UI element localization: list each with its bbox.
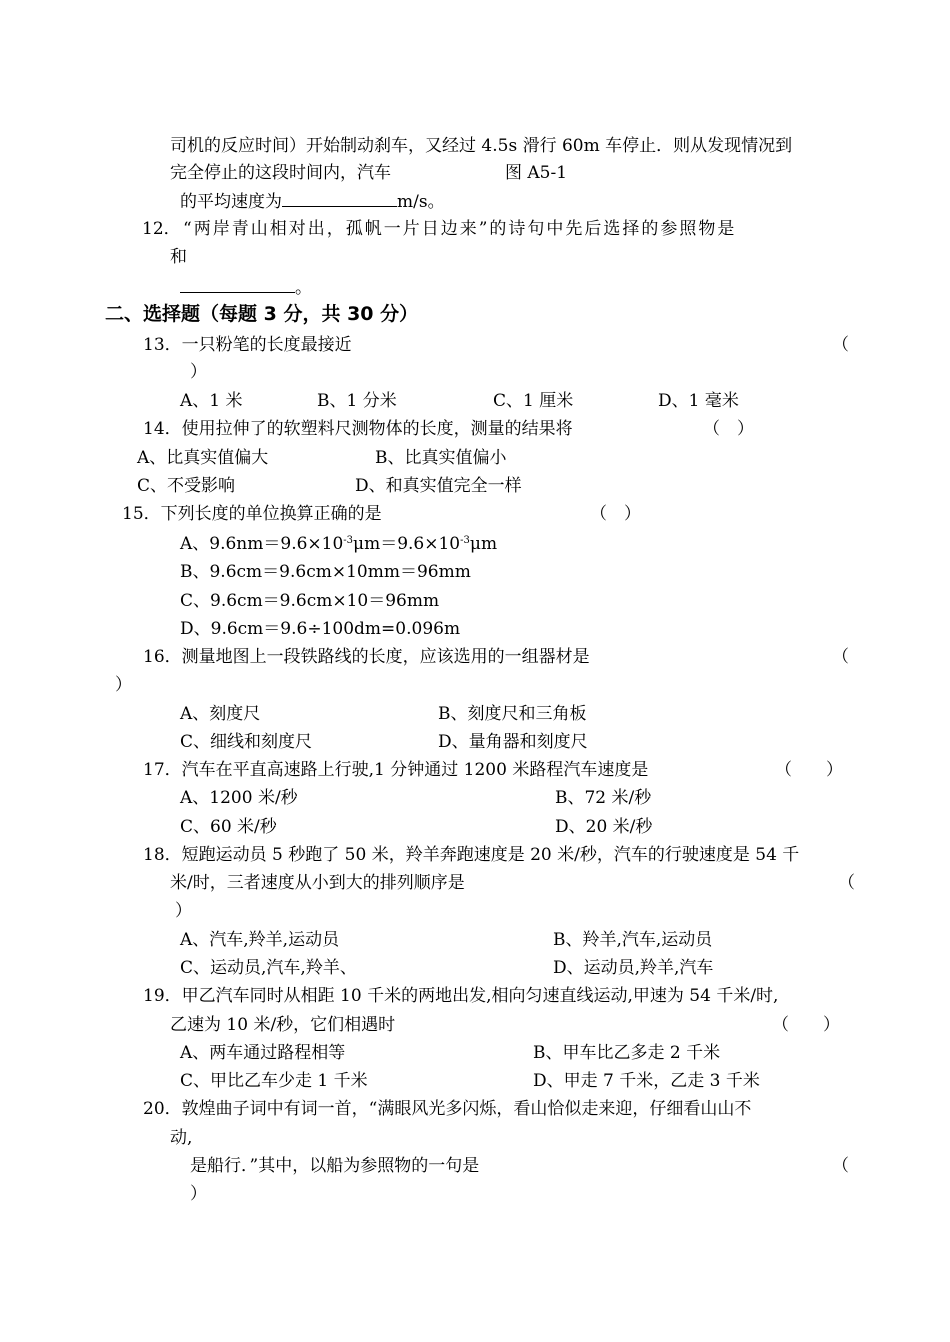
q18-option-a[interactable]: A、汽车,羚羊,运动员 <box>180 930 340 950</box>
q19-option-a[interactable]: A、两车通过路程相等 <box>180 1043 346 1063</box>
q13-paren-open: （ <box>832 335 849 355</box>
q16-option-a[interactable]: A、刻度尺 <box>180 704 261 724</box>
q11-unit: m/s。 <box>397 192 445 212</box>
q19-line2: 乙速为 10 米/秒，它们相遇时 <box>170 1015 396 1035</box>
q15-a-part2: μm＝9.6×10 <box>353 534 461 554</box>
q16-paren-open: （ <box>832 647 849 667</box>
figure-label: 图 A5-1 <box>505 163 568 183</box>
q12-line3 <box>180 276 312 299</box>
q11-line2: 完全停止的这段时间内，汽车 <box>170 163 391 183</box>
answer-blank[interactable] <box>180 276 295 293</box>
q18-line2: 米/时，三者速度从小到大的排列顺序是 <box>170 873 465 893</box>
q14-option-a[interactable]: A、比真实值偏大 <box>137 448 269 468</box>
q11-line1: 司机的反应时间）开始制动刹车，又经过 4.5s 滑行 60m 车停止．则从发现情况到 <box>170 136 793 156</box>
q16-option-c[interactable]: C、细线和刻度尺 <box>180 732 313 752</box>
q19-option-b[interactable]: B、甲车比乙多走 2 千米 <box>533 1043 721 1063</box>
q19-option-d[interactable]: D、甲走 7 千米，乙走 3 千米 <box>533 1071 760 1091</box>
q17-option-a[interactable]: A、1200 米/秒 <box>180 788 298 808</box>
q15-option-b[interactable]: B、9.6cm＝9.6cm×10mm＝96mm <box>180 562 471 582</box>
q20-paren-close: ） <box>190 1184 207 1204</box>
q14-option-b[interactable]: B、比真实值偏小 <box>375 448 507 468</box>
q18-line1: 18．短跑运动员 5 秒跑了 50 米，羚羊奔跑速度是 20 米/秒，汽车的行驶速度是 54 千 <box>143 845 800 865</box>
q20-line3: 是船行．”其中，以船为参照物的一句是 <box>190 1156 480 1176</box>
q20-line1: 20．敦煌曲子词中有词一首，“满眼风光多闪烁，看山恰似走来迎，仔细看山山不 <box>143 1099 752 1119</box>
q11-line3-text: 的平均速度为 <box>180 192 282 212</box>
section-title: 二、选择题（每题 3 分，共 30 分） <box>105 303 419 325</box>
q12-line2: 和 <box>170 247 187 267</box>
q19-line1: 19．甲乙汽车同时从相距 10 千米的两地出发,相向匀速直线运动,甲速为 54 千米/时, <box>143 986 779 1006</box>
q17-stem: 17．汽车在平直高速路上行驶,1 分钟通过 1200 米路程汽车速度是 <box>143 760 649 780</box>
q17-paren: （ ） <box>775 760 843 780</box>
q15-a-exp1: -3 <box>343 535 354 546</box>
q20-line2: 动, <box>170 1128 193 1148</box>
q18-paren-close: ） <box>175 901 192 921</box>
q15-a-part3: μm <box>469 534 498 554</box>
q13-stem: 13．一只粉笔的长度最接近 <box>143 335 352 355</box>
q18-paren-open: （ <box>838 873 855 893</box>
q19-paren: （ ） <box>772 1015 840 1035</box>
q15-stem: 15．下列长度的单位换算正确的是 <box>122 504 382 524</box>
q16-option-d[interactable]: D、量角器和刻度尺 <box>438 732 588 752</box>
q17-option-b[interactable]: B、72 米/秒 <box>555 788 652 808</box>
q15-a-part1: A、9.6nm＝9.6×10 <box>180 534 344 554</box>
q15-option-a[interactable] <box>180 533 497 555</box>
q13-option-c[interactable]: C、1 厘米 <box>493 391 574 411</box>
q15-a-exp2: -3 <box>460 535 470 546</box>
q12-stem: “两岸青山相对出，孤帆一片日边来”的诗句中先后选择的参照物是 <box>183 219 737 239</box>
q15-paren: （ ） <box>590 504 641 524</box>
q13-option-b[interactable]: B、1 分米 <box>317 391 397 411</box>
q12-period: 。 <box>295 278 312 298</box>
q19-option-c[interactable]: C、甲比乙车少走 1 千米 <box>180 1071 368 1091</box>
q18-option-d[interactable]: D、运动员,羚羊,汽车 <box>553 958 714 978</box>
q20-paren-open: （ <box>832 1156 849 1176</box>
q14-paren: （ ） <box>703 419 754 439</box>
q14-option-d[interactable]: D、和真实值完全一样 <box>355 476 522 496</box>
q16-option-b[interactable]: B、刻度尺和三角板 <box>438 704 587 724</box>
q16-paren-close: ） <box>115 675 132 695</box>
q18-option-b[interactable]: B、羚羊,汽车,运动员 <box>553 930 713 950</box>
q14-stem: 14．使用拉伸了的软塑料尺测物体的长度，测量的结果将 <box>143 419 573 439</box>
q13-paren-close: ） <box>190 362 207 382</box>
q12-number: 12． <box>142 219 181 239</box>
q15-option-d[interactable]: D、9.6cm＝9.6÷100dm=0.096m <box>180 619 461 639</box>
q18-option-c[interactable]: C、运动员,汽车,羚羊、 <box>180 958 357 978</box>
q11-line3 <box>180 190 445 213</box>
q17-option-c[interactable]: C、60 米/秒 <box>180 817 277 837</box>
q12-text <box>183 218 848 240</box>
q17-option-d[interactable]: D、20 米/秒 <box>555 817 653 837</box>
q13-option-d[interactable]: D、1 毫米 <box>658 391 739 411</box>
q13-option-a[interactable]: A、1 米 <box>180 391 243 411</box>
answer-blank[interactable] <box>282 190 397 207</box>
q15-option-c[interactable]: C、9.6cm＝9.6cm×10＝96mm <box>180 591 440 611</box>
q14-option-c[interactable]: C、不受影响 <box>137 476 236 496</box>
q16-stem: 16．测量地图上一段铁路线的长度，应该选用的一组器材是 <box>143 647 590 667</box>
